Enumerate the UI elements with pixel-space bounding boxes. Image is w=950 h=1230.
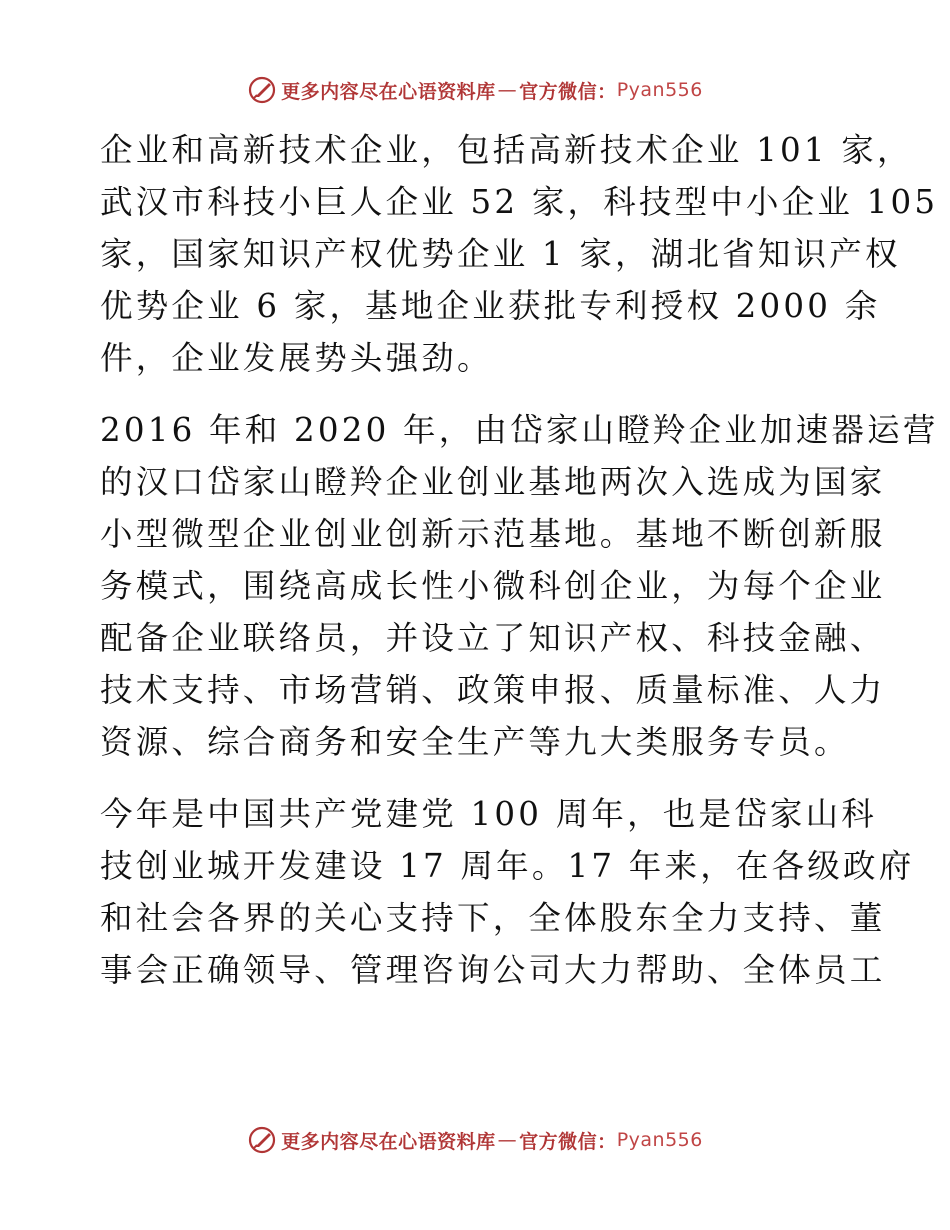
text-line: 事会正确领导、管理咨询公司大力帮助、全体员工 [100, 951, 886, 989]
watermark-separator: — [497, 1129, 518, 1151]
watermark-wechat-id: Pyan556 [616, 1129, 703, 1151]
text-line: 件，企业发展势头强劲。 [100, 339, 493, 377]
header-watermark [0, 70, 950, 110]
text-line: 的汉口岱家山瞪羚企业创业基地两次入选成为国家 [100, 463, 886, 501]
text-line: 武汉市科技小巨人企业 52 家，科技型中小企业 105 [100, 183, 939, 221]
quill-circle-logo-icon [247, 1125, 277, 1155]
watermark-wechat-id: Pyan556 [616, 79, 703, 101]
paragraph [100, 124, 939, 384]
text-line: 务模式，围绕高成长性小微科创企业，为每个企业 [100, 567, 886, 605]
text-line: 家，国家知识产权优势企业 1 家，湖北省知识产权 [100, 235, 901, 273]
text-line: 优势企业 6 家，基地企业获批专利授权 2000 余 [100, 287, 881, 325]
text-line: 配备企业联络员，并设立了知识产权、科技金融、 [100, 619, 886, 657]
watermark-separator: — [497, 79, 518, 101]
paragraph [100, 788, 915, 996]
watermark-text: 更多内容尽在心语资料库 [281, 1130, 496, 1153]
text-line: 小型微型企业创业创新示范基地。基地不断创新服 [100, 515, 886, 553]
watermark-wechat-label: 官方微信： [519, 80, 617, 103]
watermark-wechat-label: 官方微信： [519, 1130, 617, 1153]
text-line: 企业和高新技术企业，包括高新技术企业 101 家， [100, 131, 913, 169]
text-line: 和社会各界的关心支持下，全体股东全力支持、董 [100, 899, 886, 937]
document-body [100, 124, 939, 996]
footer-watermark [0, 1120, 950, 1160]
text-line: 技术支持、市场营销、政策申报、质量标准、人力 [100, 671, 886, 709]
text-line: 技创业城开发建设 17 周年。17 年来，在各级政府 [100, 847, 915, 885]
watermark-text: 更多内容尽在心语资料库 [281, 80, 496, 103]
text-line: 今年是中国共产党建党 100 周年，也是岱家山科 [100, 795, 877, 833]
text-line: 资源、综合商务和安全生产等九大类服务专员。 [100, 723, 850, 761]
quill-circle-logo-icon [247, 75, 277, 105]
text-line: 2016 年和 2020 年，由岱家山瞪羚企业加速器运营 [100, 411, 939, 449]
paragraph [100, 404, 939, 768]
